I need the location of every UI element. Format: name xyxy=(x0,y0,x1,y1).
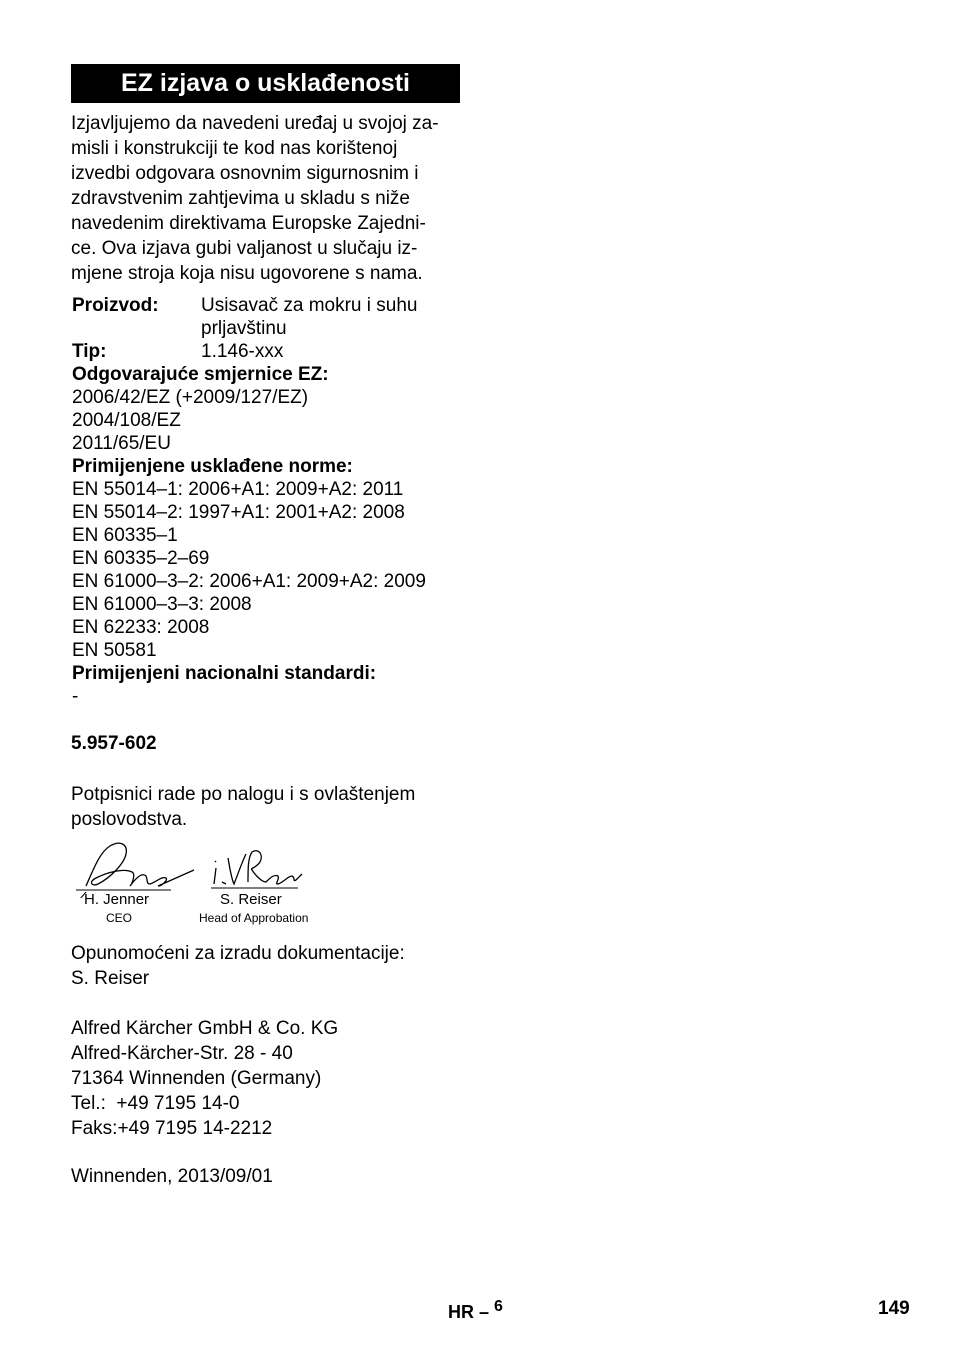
signatory-role: Head of Approbation xyxy=(199,911,309,925)
signatory-note-line: poslovodstva. xyxy=(71,809,188,830)
norm-item: EN 55014–2: 1997+A1: 2001+A2: 2008 xyxy=(72,502,405,523)
signatory-note xyxy=(71,782,415,832)
footer-section xyxy=(448,1298,503,1323)
norm-item: EN 61000–3–2: 2006+A1: 2009+A2: 2009 xyxy=(72,571,426,592)
norms-heading: Primijenjene usklađene norme: xyxy=(72,456,353,477)
document-number: 5.957-602 xyxy=(71,733,157,754)
norm-item: EN 55014–1: 2006+A1: 2009+A2: 2011 xyxy=(72,479,404,500)
intro-line: izvedbi odgovara osnovnim sigurnosnim i xyxy=(71,163,419,184)
intro-line: mjene stroja koja nisu ugovorene s nama. xyxy=(71,263,423,284)
directives-heading: Odgovarajuće smjernice EZ: xyxy=(72,364,329,385)
page-title xyxy=(71,64,460,103)
national-value: - xyxy=(72,686,79,707)
signatory-name: S. Reiser xyxy=(220,891,282,908)
directive-item: 2004/108/EZ xyxy=(72,410,181,431)
address-line: Alfred-Kärcher-Str. 28 - 40 xyxy=(71,1043,293,1064)
address-line: Alfred Kärcher GmbH & Co. KG xyxy=(71,1018,339,1039)
page-title-text: EZ izjava o usklađenosti xyxy=(121,69,410,97)
norm-item: EN 60335–2–69 xyxy=(72,548,210,569)
product-spec xyxy=(72,294,472,708)
directive-item: 2011/65/EU xyxy=(72,433,171,454)
national-heading: Primijenjeni nacionalni standardi: xyxy=(72,663,377,684)
product-value-line: prljavštinu xyxy=(201,318,287,339)
authorized-representative xyxy=(71,941,405,991)
address-line: 71364 Winnenden (Germany) xyxy=(71,1068,322,1089)
intro-line: navedenim direktivama Europske Zajedni- xyxy=(71,213,426,234)
signatory-name: H. Jenner xyxy=(84,891,150,908)
type-row xyxy=(72,340,472,363)
intro-paragraph xyxy=(71,111,463,286)
product-label: Proizvod: xyxy=(72,295,159,316)
intro-line: ce. Ova izjava gubi valjanost u slučaju iz- xyxy=(71,238,418,259)
product-value xyxy=(201,294,472,340)
signature-jenner-icon xyxy=(66,838,346,898)
address-line: Faks:+49 7195 14-2212 xyxy=(71,1118,273,1139)
footer-section-number: 6 xyxy=(494,1298,503,1315)
type-value: 1.146-xxx xyxy=(201,341,284,362)
authorized-label: Opunomoćeni za izradu dokumentacije: xyxy=(71,943,405,964)
product-value-line: Usisavač za mokru i suhu xyxy=(201,295,418,316)
signatory-note-line: Potpisnici rade po nalogu i s ovlaštenjem xyxy=(71,784,416,805)
directive-item: 2006/42/EZ (+2009/127/EZ) xyxy=(72,387,309,408)
norm-item: EN 50581 xyxy=(72,640,157,661)
product-row xyxy=(72,294,472,340)
place-date: Winnenden, 2013/09/01 xyxy=(71,1166,273,1187)
norm-item: EN 60335–1 xyxy=(72,525,178,546)
type-label: Tip: xyxy=(72,341,107,362)
norm-item: EN 62233: 2008 xyxy=(72,617,210,638)
intro-line: zdravstvenim zahtjevima u skladu s niže xyxy=(71,188,410,209)
signatory-role: CEO xyxy=(106,911,133,925)
intro-line: Izjavljujemo da navedeni uređaj u svojoj za- xyxy=(71,113,439,134)
signature-block xyxy=(66,838,346,933)
company-address xyxy=(71,1016,338,1141)
norm-item: EN 61000–3–3: 2008 xyxy=(72,594,252,615)
footer-language: HR xyxy=(448,1302,474,1322)
address-line: Tel.: +49 7195 14-0 xyxy=(71,1093,240,1114)
page-number: 149 xyxy=(878,1298,910,1319)
intro-line: misli i konstrukciji te kod nas korištenoj xyxy=(71,138,398,159)
footer-dash: – xyxy=(479,1302,495,1322)
authorized-name: S. Reiser xyxy=(71,968,150,989)
